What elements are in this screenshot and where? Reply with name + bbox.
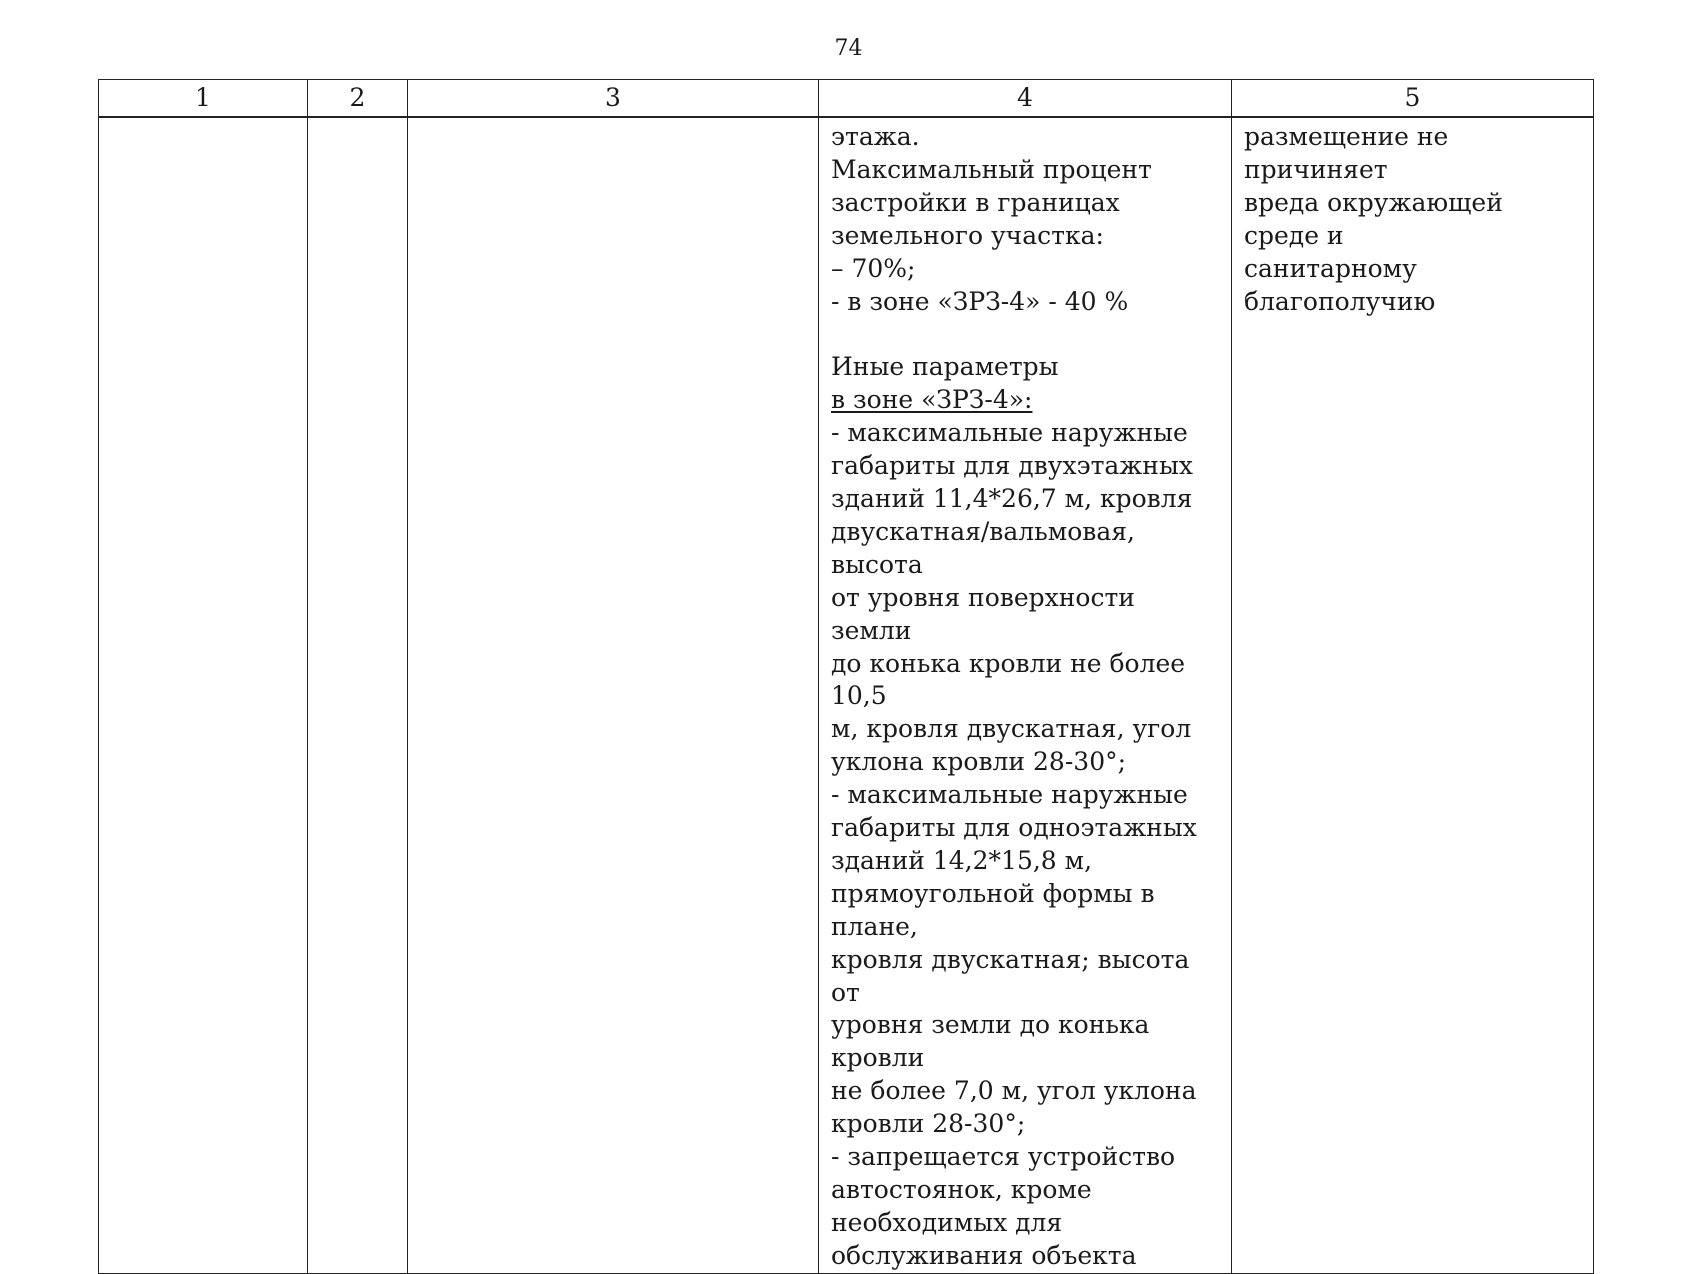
cell-column-4 bbox=[819, 117, 1232, 1273]
column-header-4: 4 bbox=[819, 80, 1232, 118]
column-header-1: 1 bbox=[99, 80, 308, 118]
parameters-text-details: - максимальные наружные габариты для двухэтажных зданий 11,4*26,7 м, кровля двускатная/вальмовая, высота от уровня поверхности земли до конька кровли не более 10,5 м, кровля двускатная, угол уклона кровли 28-30°; - максимальные наружные габариты для одноэтажных зданий 14,2*15,8 м, прямоугольной формы в плане, кровля двускатная; высота от уровня земли до конька кровли не более 7,0 м, угол уклона кровли 28-30°; - запрещается устройство автостоянок, кроме необходимых для обслуживания объекта bbox=[831, 418, 1197, 1270]
zone-zrz4-heading: в зоне «ЗРЗ-4»: bbox=[831, 385, 1033, 415]
regulations-table bbox=[98, 79, 1594, 1274]
table-row bbox=[99, 117, 1594, 1273]
conditions-text: размещение не причиняет вреда окружающей среде и санитарному благополучию bbox=[1244, 122, 1503, 316]
column-header-3: 3 bbox=[408, 80, 819, 118]
cell-column-5 bbox=[1232, 117, 1594, 1273]
cell-column-3 bbox=[408, 117, 819, 1273]
table-header-row bbox=[99, 80, 1594, 118]
parameters-text-intro: этажа. Максимальный процент застройки в границах земельного участка: – 70%; - в зоне «ЗРЗ-4» - 40 % Иные параметры bbox=[831, 122, 1152, 382]
cell-column-2 bbox=[308, 117, 408, 1273]
column-header-2: 2 bbox=[308, 80, 408, 118]
cell-column-1 bbox=[99, 117, 308, 1273]
page-number: 74 bbox=[834, 36, 863, 61]
column-header-5: 5 bbox=[1232, 80, 1594, 118]
